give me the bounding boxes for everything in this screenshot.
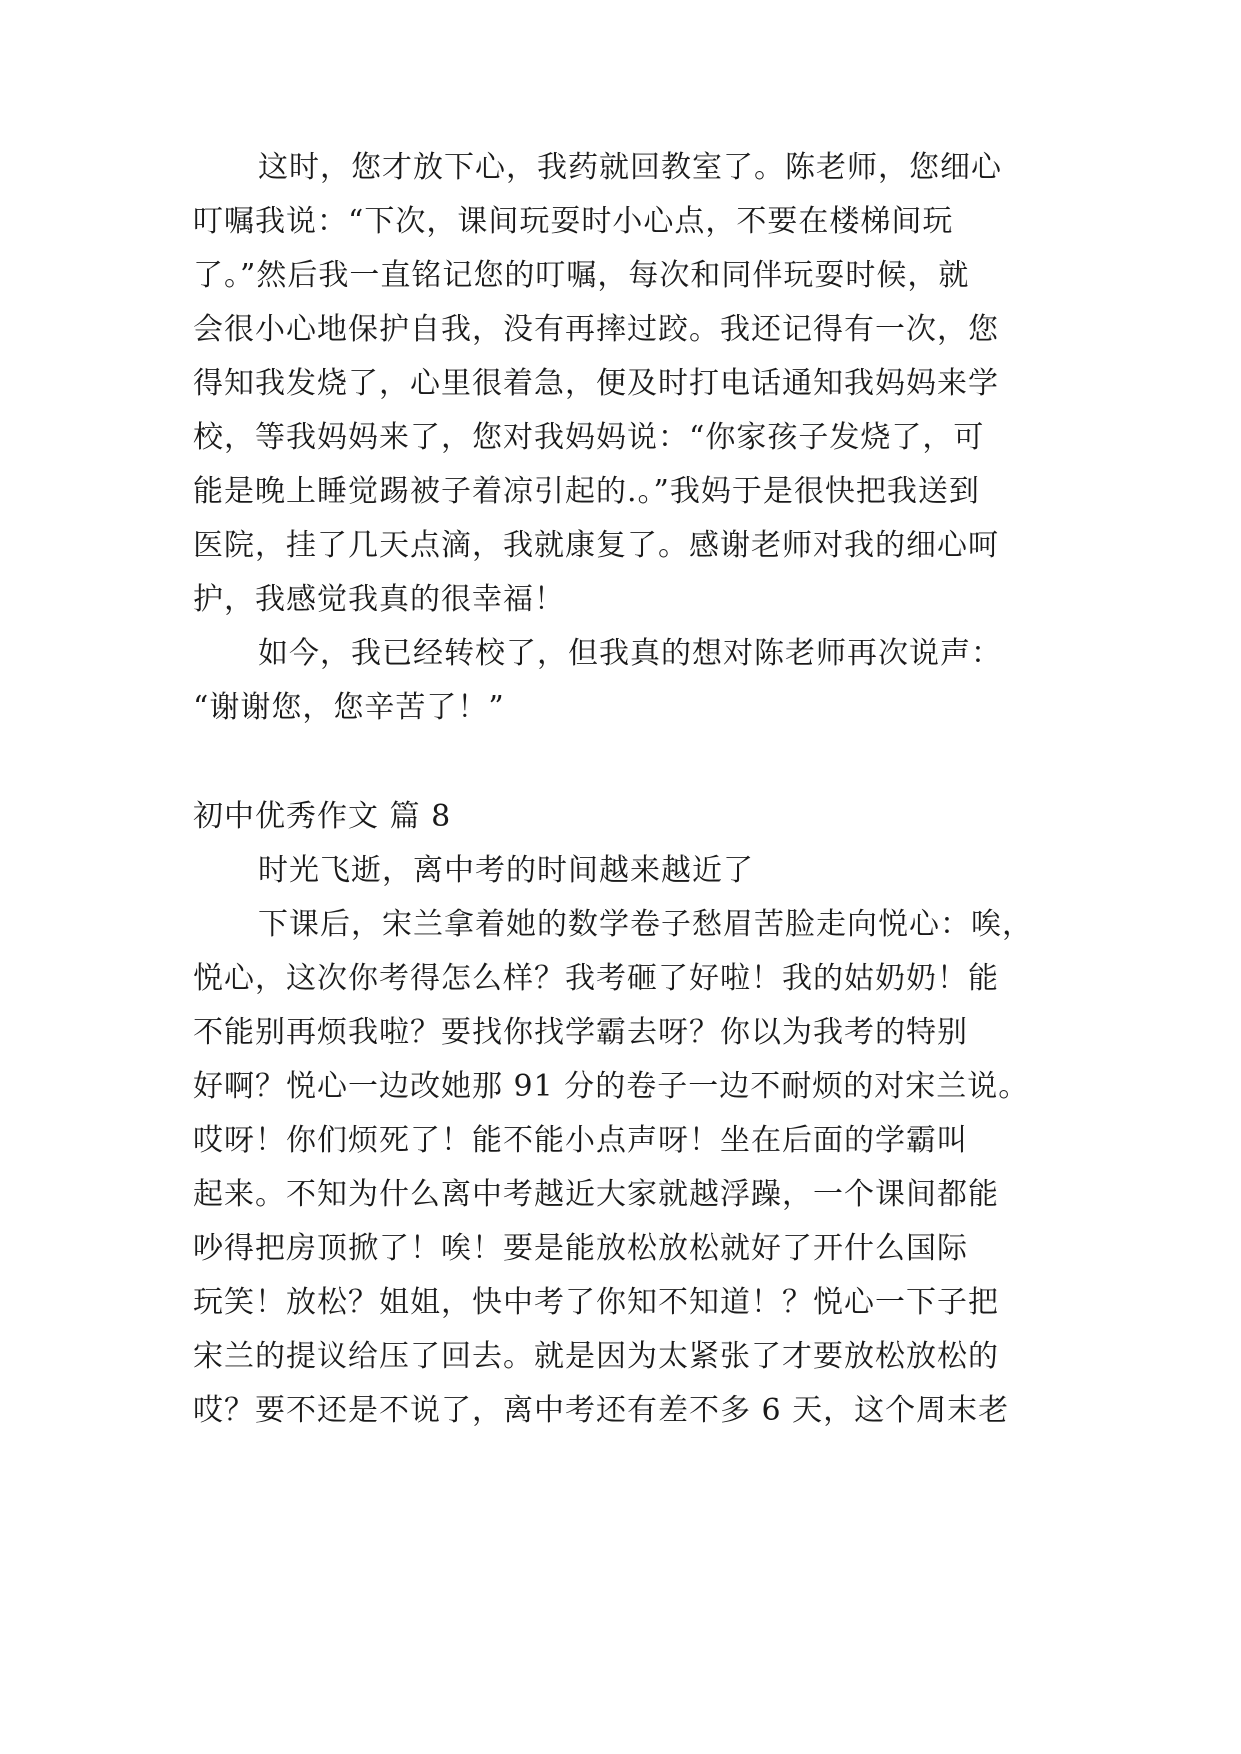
paragraph-line: 护，我感觉我真的很幸福！ [193,582,565,617]
paragraph-line: 医院，挂了几天点滴，我就康复了。感谢老师对我的细心呵 [193,528,999,563]
paragraph-line: 哎？要不还是不说了，离中考还有差不多 6 天，这个周末老 [193,1393,1010,1428]
paragraph-line: 如今，我已经转校了，但我真的想对陈老师再次说声： [258,636,1002,671]
paragraph-line: 好啊？悦心一边改她那 91 分的卷子一边不耐烦的对宋兰说。 [193,1069,1030,1104]
paragraph-line: 吵得把房顶掀了！唉！要是能放松放松就好了开什么国际 [193,1231,968,1266]
paragraph-line: 时光飞逝，离中考的时间越来越近了 [258,853,754,888]
paragraph-line: 不能别再烦我啦？要找你找学霸去呀？你以为我考的特别 [193,1015,968,1050]
paragraph-line: 能是晚上睡觉踢被子着凉引起的.。”我妈于是很快把我送到 [193,474,980,509]
paragraph-line: 哎呀！你们烦死了！能不能小点声呀！坐在后面的学霸叫 [193,1123,968,1158]
paragraph-line: 悦心，这次你考得怎么样？我考砸了好啦！我的姑奶奶！能 [193,961,999,996]
paragraph-line: 宋兰的提议给压了回去。就是因为太紧张了才要放松放松的 [193,1339,999,1374]
paragraph-line: 这时，您才放下心，我药就回教室了。陈老师，您细心 [258,150,1002,185]
paragraph-line: 叮嘱我说：“下次，课间玩耍时小心点，不要在楼梯间玩 [193,204,954,239]
paragraph-line: 起来。不知为什么离中考越近大家就越浮躁，一个课间都能 [193,1177,999,1212]
section-heading: 初中优秀作文 篇 8 [193,799,452,834]
paragraph-line: “谢谢您，您辛苦了！” [193,690,505,725]
paragraph-line: 了。”然后我一直铭记您的叮嘱，每次和同伴玩耍时候，就 [193,258,970,293]
paragraph-line: 得知我发烧了，心里很着急，便及时打电话通知我妈妈来学 [193,366,999,401]
paragraph-line: 下课后，宋兰拿着她的数学卷子愁眉苦脸走向悦心：唉， [258,907,1033,942]
paragraph-line: 会很小心地保护自我，没有再摔过跤。我还记得有一次，您 [193,312,999,347]
paragraph-line: 校，等我妈妈来了，您对我妈妈说：“你家孩子发烧了，可 [193,420,985,455]
paragraph-line: 玩笑！放松？姐姐，快中考了你知不知道！？悦心一下子把 [193,1285,999,1320]
